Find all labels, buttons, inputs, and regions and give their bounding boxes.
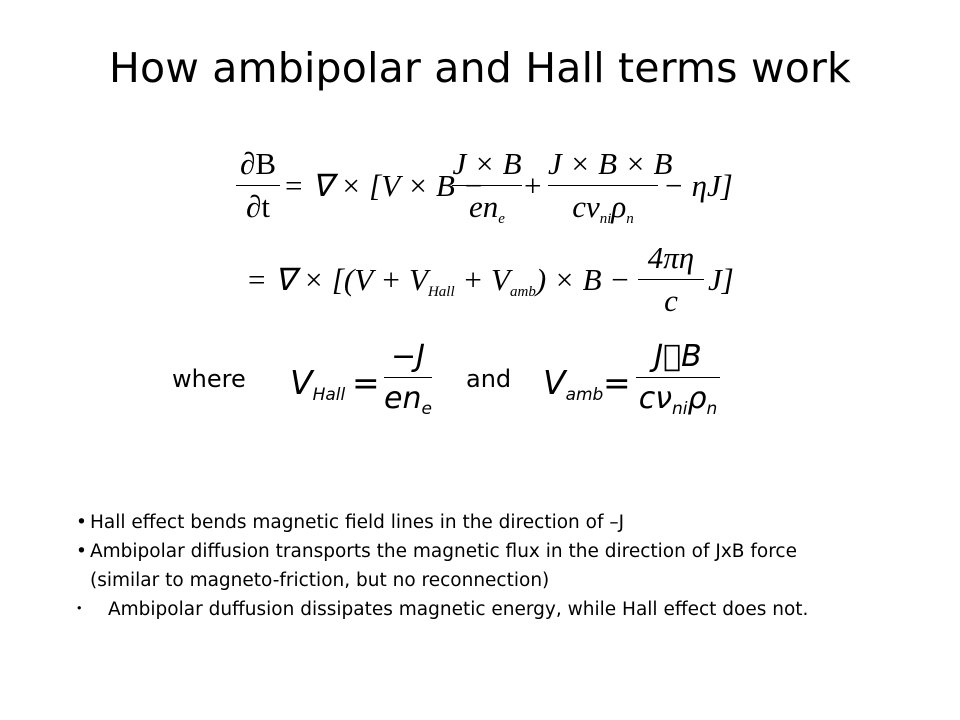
equation-velocity-form	[0, 0, 960, 330]
bullet-text: Hall effect bends magnetic field lines in the direction of –J	[90, 512, 625, 533]
list-item	[70, 595, 946, 624]
bullet-text: (similar to magneto-friction, but no reconnection)	[90, 570, 550, 591]
bullet-text: Ambipolar duffusion dissipates magnetic energy, while Hall effect does not.	[108, 599, 809, 620]
lhs-denominator: ∂t	[246, 189, 270, 224]
eq2-resistive-fraction	[638, 240, 704, 319]
vamb-definition: Vamb = J⃞B $c\nu_{ni}\rho_n$	[543, 345, 733, 435]
eq2-lead: = ∇ × [(V + VHall + Vamb) × B −	[246, 262, 631, 300]
vhall-definition: VHall = −J $en_e$	[290, 339, 432, 419]
plus-sign: +	[524, 168, 542, 203]
eq2-tail: J]	[708, 262, 734, 297]
bullet-marker: ・	[70, 599, 89, 620]
bullet-marker: •	[76, 541, 87, 562]
vamb-fraction: J⃞B $c\nu_{ni}\rho_n$	[636, 339, 720, 416]
ambipolar-numerator: J × B × B	[548, 146, 673, 181]
bullet-list	[70, 508, 946, 624]
bullet-text: Ambipolar diffusion transports the magnetic flux in the direction of JxB force	[90, 541, 797, 562]
eq2-fraction-denominator: c	[664, 283, 678, 318]
equals-sign: =	[285, 168, 303, 203]
where-label: where	[172, 365, 246, 393]
list-item	[76, 566, 946, 595]
eq2-fraction-numerator: 4πη	[647, 240, 695, 275]
slide-title: How ambipolar and Hall terms work	[109, 44, 851, 92]
ambipolar-denominator: cνniρn	[572, 189, 634, 227]
list-item	[76, 508, 946, 537]
resistive-term: − ηJ]	[663, 168, 733, 203]
bullet-marker: •	[76, 512, 87, 533]
list-item	[76, 537, 946, 566]
hall-numerator: J × B	[452, 146, 522, 181]
hall-denominator: ene	[469, 189, 505, 227]
and-label: and	[466, 365, 512, 393]
curl-term: ∇ × [V × B −	[312, 168, 484, 203]
lhs-numerator: ∂B	[240, 146, 276, 181]
vhall-fraction: −J $en_e$	[384, 339, 432, 419]
